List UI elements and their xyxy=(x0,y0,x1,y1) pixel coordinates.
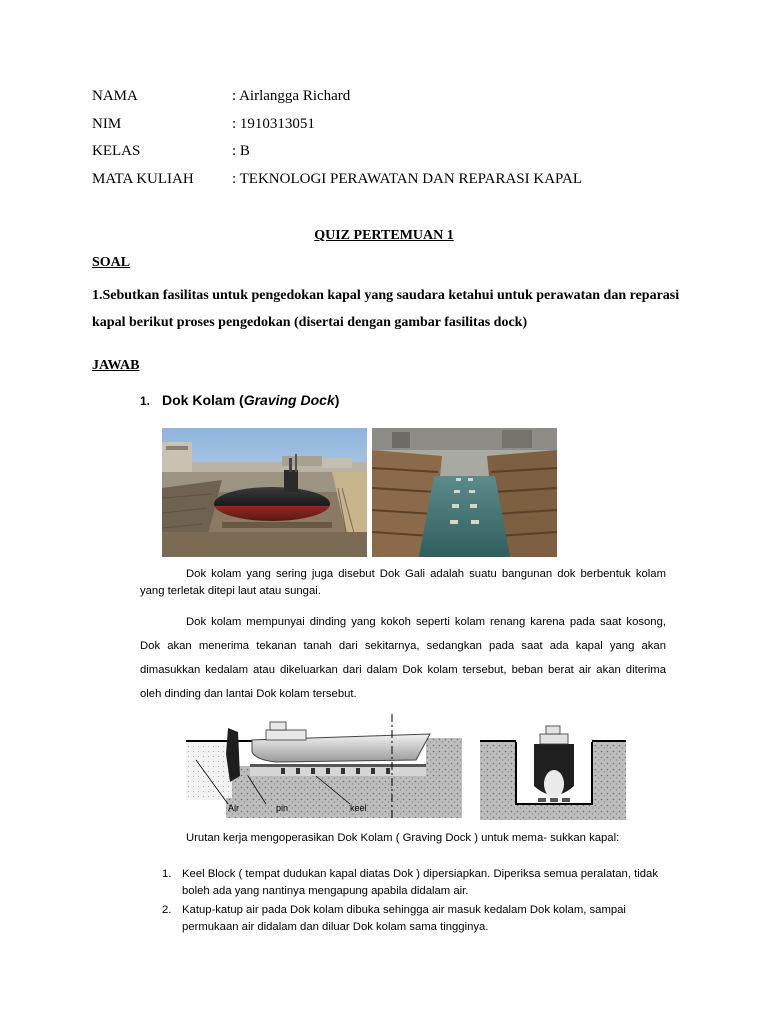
dock-diagram xyxy=(186,714,636,824)
info-value: : B xyxy=(232,143,250,159)
graving-dock-cross-section xyxy=(186,714,636,824)
answer-item-number: 1. xyxy=(140,394,151,408)
step-number: 1. xyxy=(162,868,172,880)
info-value: : 1910313051 xyxy=(232,116,315,132)
procedure-steps xyxy=(140,866,666,938)
info-label: NAMA xyxy=(92,88,138,104)
diagram-label-pin: pin xyxy=(276,803,289,813)
diagram-label-keel: keel xyxy=(350,803,367,813)
diagram-label-air: Air xyxy=(228,803,239,813)
paragraph-text: Urutan kerja mengoperasikan Dok Kolam ( Graving Dock ) untuk mema- sukkan kapal: xyxy=(186,832,620,844)
empty-dock-photo xyxy=(372,428,557,557)
answer-item-heading xyxy=(140,392,339,408)
jawab-heading: JAWAB xyxy=(92,358,140,373)
list-item xyxy=(140,866,666,900)
info-label: MATA KULIAH xyxy=(92,171,194,187)
info-label: NIM xyxy=(92,116,122,132)
step-number: 2. xyxy=(162,904,172,916)
submarine-dock-photo xyxy=(162,428,367,557)
flooded-dock-image xyxy=(372,428,557,557)
step-text: Keel Block ( tempat dudukan kapal diatas Dok ) dipersiapkan. Diperiksa semua peralatan, tidak boleh ada yang nantinya mengapung apabila didalam air. xyxy=(182,868,658,897)
paragraph-definition xyxy=(140,566,666,600)
submarine-dock-image xyxy=(162,428,367,557)
info-value: : TEKNOLOGI PERAWATAN DAN REPARASI KAPAL xyxy=(232,171,582,187)
quiz-title: QUIZ PERTEMUAN 1 xyxy=(314,228,454,243)
answer-item-title-italic: Graving Dock xyxy=(243,392,335,408)
question-text: 1.Sebutkan fasilitas untuk pengedokan kapal yang saudara ketahui untuk perawatan dan reparasi kapal berikut proses pengedokan (disertai dengan gambar fasilitas dock) xyxy=(92,288,680,330)
info-label: KELAS xyxy=(92,143,141,159)
step-text: Katup-katup air pada Dok kolam dibuka sehingga air masuk kedalam Dok kolam, sampai permukaan air didalam dan diluar Dok kolam sama tingginya. xyxy=(182,904,626,933)
info-value: : Airlangga Richard xyxy=(232,88,351,104)
paragraph-text: Dok kolam yang sering juga disebut Dok Gali adalah suatu bangunan dok berbentuk kolam yang terletak ditepi laut atau sungai. xyxy=(140,568,666,597)
soal-heading: SOAL xyxy=(92,255,131,270)
paragraph-wall-description xyxy=(140,610,666,706)
list-item xyxy=(140,902,666,936)
paragraph-procedure-intro xyxy=(140,830,666,847)
answer-item-title-prefix: Dok Kolam ( xyxy=(162,392,244,408)
paragraph-text: Dok kolam mempunyai dinding yang kokoh seperti kolam renang karena pada saat kosong, Dok akan menerima tekanan tanah dari sekitarnya, sedangkan pada saat ada kapal yang akan dimasukkan kedalam atau dikeluarkan dari dalam Dok kolam tersebut, beban berat air akan diterima oleh dinding dan lantai Dok kolam tersebut. xyxy=(140,616,666,700)
answer-item-title-suffix: ) xyxy=(334,392,340,408)
